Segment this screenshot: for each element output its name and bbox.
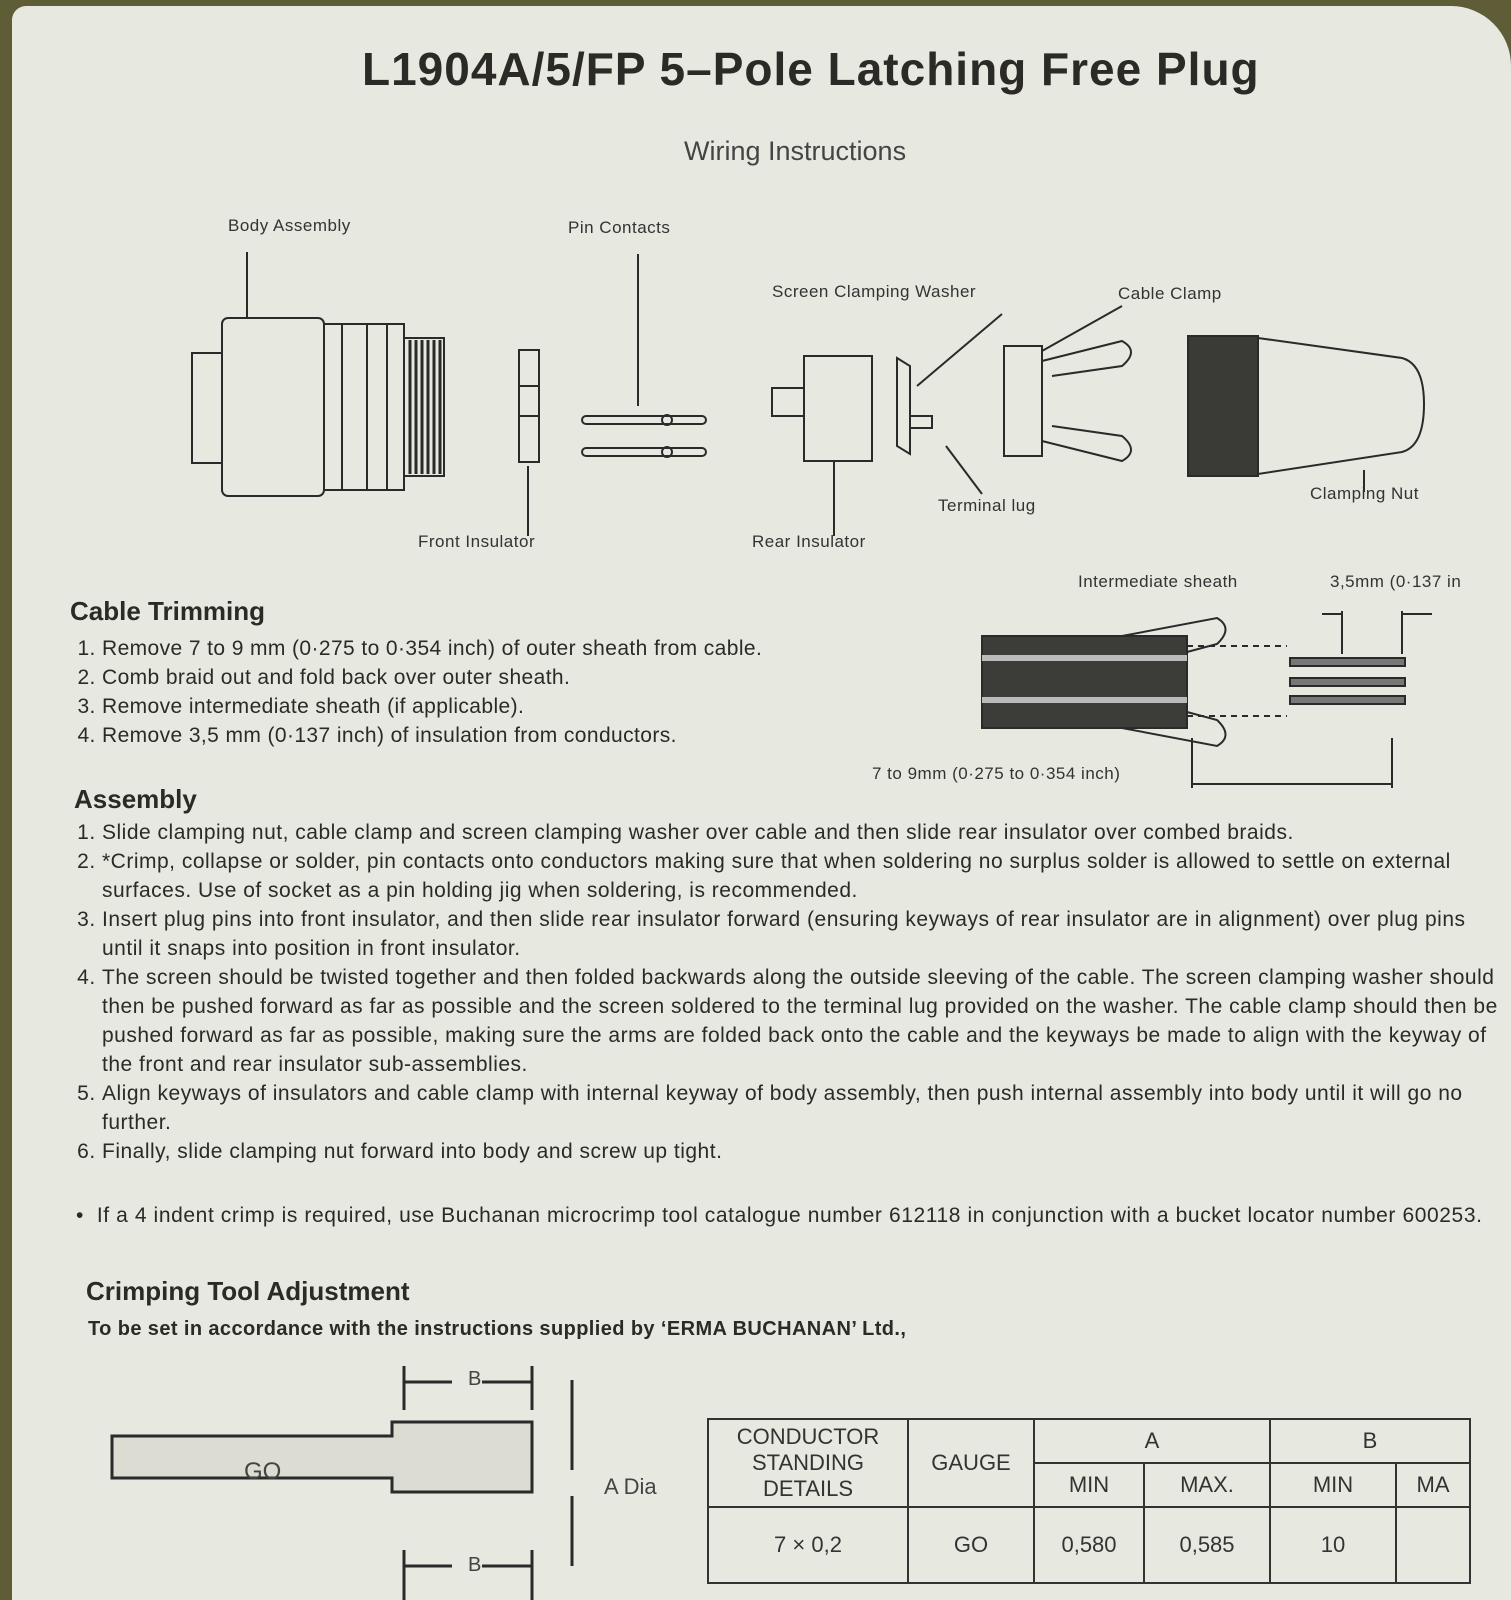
- body-assembly-drawing: [192, 252, 444, 496]
- cell-a-min: 0,580: [1034, 1507, 1144, 1583]
- screen-clamping-washer-label: Screen Clamping Washer: [772, 282, 977, 301]
- page-subtitle: Wiring Instructions: [684, 136, 907, 166]
- rear-insulator-label: Rear Insulator: [752, 532, 866, 551]
- list-item: 5. Align keyways of insulators and cable clamp with internal keyway of body assembly, then push internal assembly into body until it will go no further.: [102, 1079, 1502, 1137]
- pin-contacts-label: Pin Contacts: [568, 218, 671, 237]
- body-assembly-label: Body Assembly: [228, 216, 351, 235]
- cell-gauge: GO: [908, 1507, 1034, 1583]
- assembly-steps: [72, 818, 1502, 1166]
- dimension-b-label: B: [468, 1368, 482, 1390]
- cell-b-min: 10: [1270, 1507, 1396, 1583]
- cell-conductor: 7 × 0,2: [708, 1507, 908, 1583]
- assembly-heading: Assembly: [74, 784, 197, 814]
- list-item: 4. Remove 3,5 mm (0·137 inch) of insulation from conductors.: [102, 721, 954, 750]
- clamping-nut-label: Clamping Nut: [1310, 484, 1419, 503]
- dimension-a-dia-label: A Dia: [604, 1474, 657, 1499]
- crimp-note: [76, 1202, 1496, 1230]
- list-item: 1. Remove 7 to 9 mm (0·275 to 0·354 inch) of outer sheath from cable.: [102, 634, 954, 663]
- table-header-row: [708, 1419, 1470, 1463]
- intermediate-sheath-label: Intermediate sheath: [1078, 572, 1238, 591]
- header-a-max: MAX.: [1144, 1463, 1270, 1507]
- cable-clamp-label: Cable Clamp: [1118, 284, 1222, 303]
- dimension-b-lower-label: B: [468, 1554, 482, 1576]
- header-conductor: CONDUCTOR STANDING DETAILS: [708, 1419, 908, 1507]
- cell-a-max: 0,585: [1144, 1507, 1270, 1583]
- asterisk: •: [76, 1204, 97, 1227]
- list-item: 6. Finally, slide clamping nut forward into body and screw up tight.: [102, 1137, 1502, 1166]
- front-insulator-label: Front Insulator: [418, 532, 536, 551]
- list-item: 2. Comb braid out and fold back over outer sheath.: [102, 663, 954, 692]
- header-gauge: GAUGE: [908, 1419, 1034, 1507]
- page-title: L1904A/5/FP 5–Pole Latching Free Plug: [362, 43, 1260, 95]
- exploded-assembly-diagram: [12, 6, 1511, 586]
- header-b-max: MA: [1396, 1463, 1470, 1507]
- header-a: A: [1034, 1419, 1270, 1463]
- list-item: 3. Remove intermediate sheath (if applicable).: [102, 692, 954, 721]
- crimp-note-text: If a 4 indent crimp is required, use Buchanan microcrimp tool catalogue number 612118 in conjunction with a bucket locator number 600253.: [96, 1204, 1483, 1227]
- screen-clamping-washer-drawing: [897, 314, 1002, 494]
- crimping-heading: Crimping Tool Adjustment: [86, 1276, 410, 1306]
- crimping-instruction: To be set in accordance with the instructions supplied by ‘ERMA BUCHANAN’ Ltd.,: [88, 1318, 907, 1340]
- list-item: 2. *Crimp, collapse or solder, pin contacts onto conductors making sure that when soldering no surplus solder is allowed to settle on external surfaces. Use of socket as a pin holding jig when soldering, is recommended.: [102, 847, 1502, 905]
- cable-clamp-drawing: [1004, 306, 1131, 461]
- sheath-length-label: 7 to 9mm (0·275 to 0·354 inch): [872, 764, 1121, 783]
- strip-length-label: 3,5mm (0·137 in: [1330, 572, 1462, 591]
- rear-insulator-drawing: [772, 356, 872, 536]
- table-row: [708, 1507, 1470, 1583]
- header-b-min: MIN: [1270, 1463, 1396, 1507]
- front-insulator-drawing: [519, 350, 539, 536]
- cable-trimming-heading: Cable Trimming: [70, 596, 266, 626]
- list-item: 1. Slide clamping nut, cable clamp and screen clamping washer over cable and then slide rear insulator over combed braids.: [102, 818, 1502, 847]
- cable-trimming-steps: [74, 634, 954, 750]
- crimp-spec-table: [707, 1418, 1471, 1584]
- terminal-lug-label: Terminal lug: [938, 496, 1036, 515]
- pin-contacts-drawing: [582, 254, 706, 457]
- list-item: 4. The screen should be twisted together and then folded backwards along the outside sleeving of the cable. The screen clamping washer should then be pushed forward as far as possible and the screen soldered to the terminal lug provided on the washer. The cable clamp should then be pushed forward as far as possible, making sure the arms are folded back onto the cable and the keyways be made to align with the keyway of the front and rear insulator sub-assemblies.: [102, 963, 1502, 1079]
- instruction-sheet: [12, 6, 1511, 1600]
- clamping-nut-drawing: [1188, 336, 1424, 492]
- gauge-go-label: GO: [244, 1458, 282, 1485]
- header-b: B: [1270, 1419, 1470, 1463]
- list-item: 3. Insert plug pins into front insulator, and then slide rear insulator forward (ensuring keyways of rear insulator are in alignment) over plug pins until it snaps into position in front insulator.: [102, 905, 1502, 963]
- cell-b-max: [1396, 1507, 1470, 1583]
- header-a-min: MIN: [1034, 1463, 1144, 1507]
